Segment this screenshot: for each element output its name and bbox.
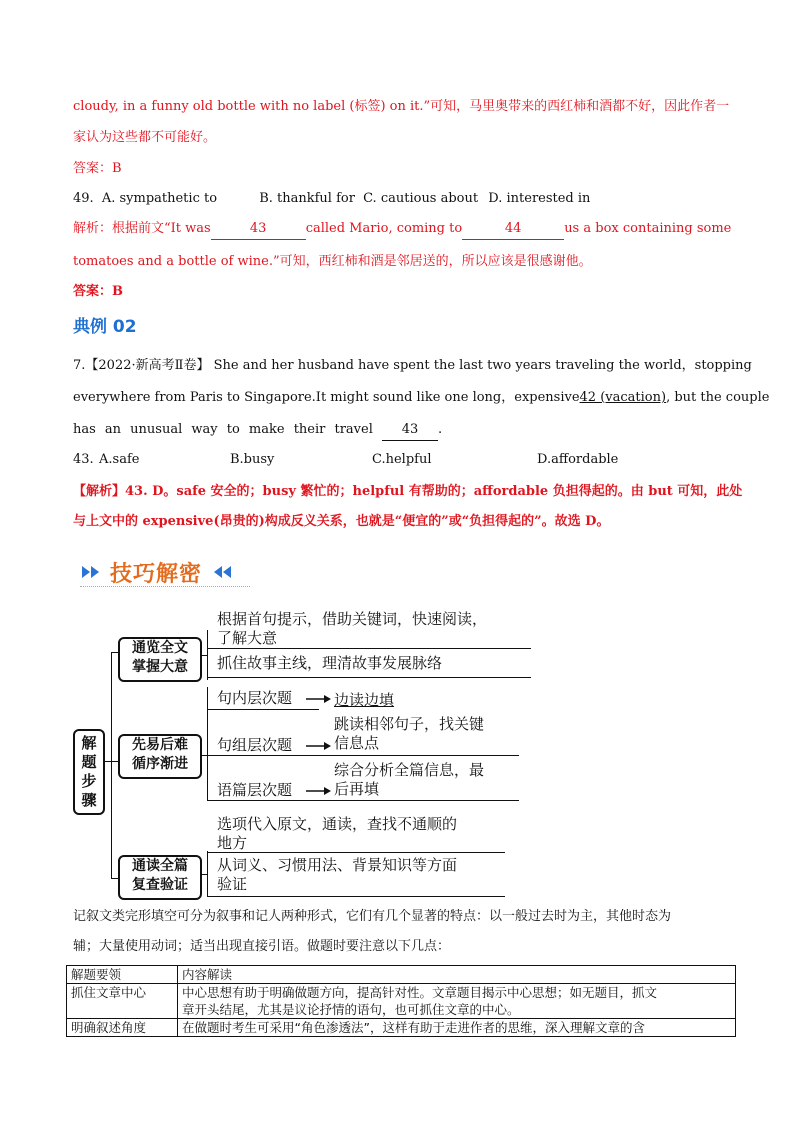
blank-43: 43 <box>211 219 306 240</box>
item-line: 后再填 <box>334 780 380 798</box>
question-source: 【2022·新高考Ⅱ卷】 <box>85 358 210 373</box>
table-cell-key: 抓住文章中心 <box>67 984 178 1019</box>
step-1-item <box>217 610 487 648</box>
option-b: B.busy <box>230 452 275 467</box>
connector <box>111 652 112 878</box>
underline <box>207 709 319 710</box>
underline <box>207 852 505 853</box>
step-3-label: 通读全篇 <box>132 858 188 874</box>
analysis-suffix: us a box containing some <box>564 221 732 236</box>
underline <box>207 800 519 801</box>
step-2-item-key: 句组层次题 <box>217 736 293 754</box>
arrow-right-icon <box>306 740 332 752</box>
option-d: D. interested in <box>488 191 591 206</box>
table-header-row <box>67 966 736 984</box>
cell-line: 在做题时考生可采用“角色渗透法”，这样有助于走进作者的思维，深入理解文章的含 <box>182 1020 645 1035</box>
table-cell-value <box>178 984 736 1019</box>
body-text-line: 记叙文类完形填空可分为叙事和记人两种形式，它们有几个显著的特点：以一般过去时为主，其他时态为 <box>73 909 672 924</box>
cell-line: 章开头结尾，尤其是议论抒情的语句，也可抓住文章的中心。 <box>182 1002 520 1017</box>
step-3-item <box>217 815 457 853</box>
analysis-text-line: 家认为这些都不可能好。 <box>73 130 217 145</box>
step-2-node <box>118 734 202 779</box>
table-cell-key: 明确叙述角度 <box>67 1019 178 1037</box>
arrow-right-icon <box>306 785 332 797</box>
table-row <box>67 984 736 1019</box>
analysis-mid: called Mario, coming to <box>305 221 463 236</box>
option-b: B. thankful for <box>259 191 355 206</box>
item-line: 信息点 <box>334 734 380 752</box>
step-1-node <box>118 637 202 682</box>
banner-title: 技巧解密 <box>110 562 203 587</box>
item-line: 跳读相邻句子，找关键 <box>334 715 485 733</box>
analysis-43-line: 【解析】43. D。safe 安全的；busy 繁忙的；helpful 有帮助的；affordable 负担得起的。由 but 可知，此处 <box>73 484 743 499</box>
blank-43: 43 <box>382 420 438 441</box>
passage-text: She and her husband have spent the last two years traveling the world，stopping <box>213 358 752 373</box>
answer-label: 答案：B <box>73 161 122 176</box>
table-header-cell: 内容解读 <box>178 966 736 984</box>
item-line: 综合分析全篇信息，最 <box>334 761 485 779</box>
option-a: A. sympathetic to <box>101 191 218 206</box>
step-2-item-value: 边读边填 <box>334 691 395 709</box>
option-c: C.helpful <box>372 452 432 467</box>
table-row <box>67 1019 736 1037</box>
question-number: 49. <box>73 191 94 206</box>
step-2-label: 先易后难 <box>132 737 188 753</box>
step-1-item: 抓住故事主线，理清故事发展脉络 <box>217 654 443 672</box>
arrow-right-icon <box>306 693 332 705</box>
passage-text: has an unusual way to make their travel <box>73 422 373 437</box>
blank-44: 44 <box>462 219 564 240</box>
step-3-label: 复查验证 <box>132 877 188 893</box>
example-heading: 典例 02 <box>73 317 137 337</box>
table-header-cell: 解题要领 <box>67 966 178 984</box>
analysis-text-line: tomatoes and a bottle of wine.”可知，西红柿和酒是邻居送的，所以应该是很感谢他。 <box>73 254 592 269</box>
connector <box>200 874 208 875</box>
cell-line: 中心思想有助于明确做题方向，提高针对性。文章题目揭示中心思想；如无题目，抓文 <box>182 985 658 1000</box>
item-line: 选项代入原文，通读，查找不通顺的 <box>217 815 458 833</box>
step-2-item-value <box>334 715 484 753</box>
item-line: 地方 <box>217 834 248 852</box>
passage-text: , but the couple <box>666 390 770 405</box>
option-d: D.affordable <box>537 452 619 467</box>
step-3-item <box>217 856 457 894</box>
tips-table <box>66 965 736 1037</box>
connector <box>200 655 208 656</box>
item-line: 从词义、习惯用法、背景知识等方面 <box>217 856 458 874</box>
underline <box>207 896 505 897</box>
root-node <box>73 729 105 815</box>
question-number: 7. <box>73 358 86 373</box>
connector <box>207 687 208 801</box>
analysis-prefix: 解析：根据前文“It was <box>73 221 211 236</box>
analysis-43-line: 与上文中的 expensive(昂贵的)构成反义关系，也就是“便宜的”或“负担得起的”。故选 D。 <box>73 514 610 529</box>
blank-42: 42 (vacation) <box>579 390 667 405</box>
body-text-line: 辅；大量使用动词；适当出现直接引语。做题时要注意以下几点： <box>73 939 451 954</box>
option-c: C. cautious about <box>363 191 479 206</box>
step-1-label: 通览全文 <box>132 640 188 656</box>
step-1-label: 掌握大意 <box>132 659 188 675</box>
item-line: 了解大意 <box>217 629 278 647</box>
step-3-node <box>118 855 202 900</box>
step-2-label: 循序渐进 <box>132 756 188 772</box>
passage-text: . <box>438 422 443 437</box>
root-label: 解题步骤 <box>81 734 97 809</box>
item-line: 根据首句提示，借助关键词，快速阅读， <box>217 610 488 628</box>
answer-label: 答案：B <box>73 284 123 299</box>
underline <box>207 648 531 649</box>
step-2-item-key: 句内层次题 <box>217 689 293 707</box>
analysis-text-line: cloudy, in a funny old bottle with no label (标签) on it.”可知，马里奥带来的西红柿和酒都不好，因此作者一 <box>73 99 730 114</box>
table-cell-value <box>178 1019 736 1037</box>
item-line: 验证 <box>217 875 248 893</box>
step-2-item-value <box>334 761 484 799</box>
option-a: A.safe <box>99 452 140 467</box>
question-number: 43. <box>73 452 94 467</box>
step-2-item-key: 语篇层次题 <box>217 781 293 799</box>
passage-text: everywhere from Paris to Singapore.It might sound like one long，expensive <box>73 390 580 405</box>
underline <box>207 677 531 678</box>
underline <box>207 755 519 756</box>
